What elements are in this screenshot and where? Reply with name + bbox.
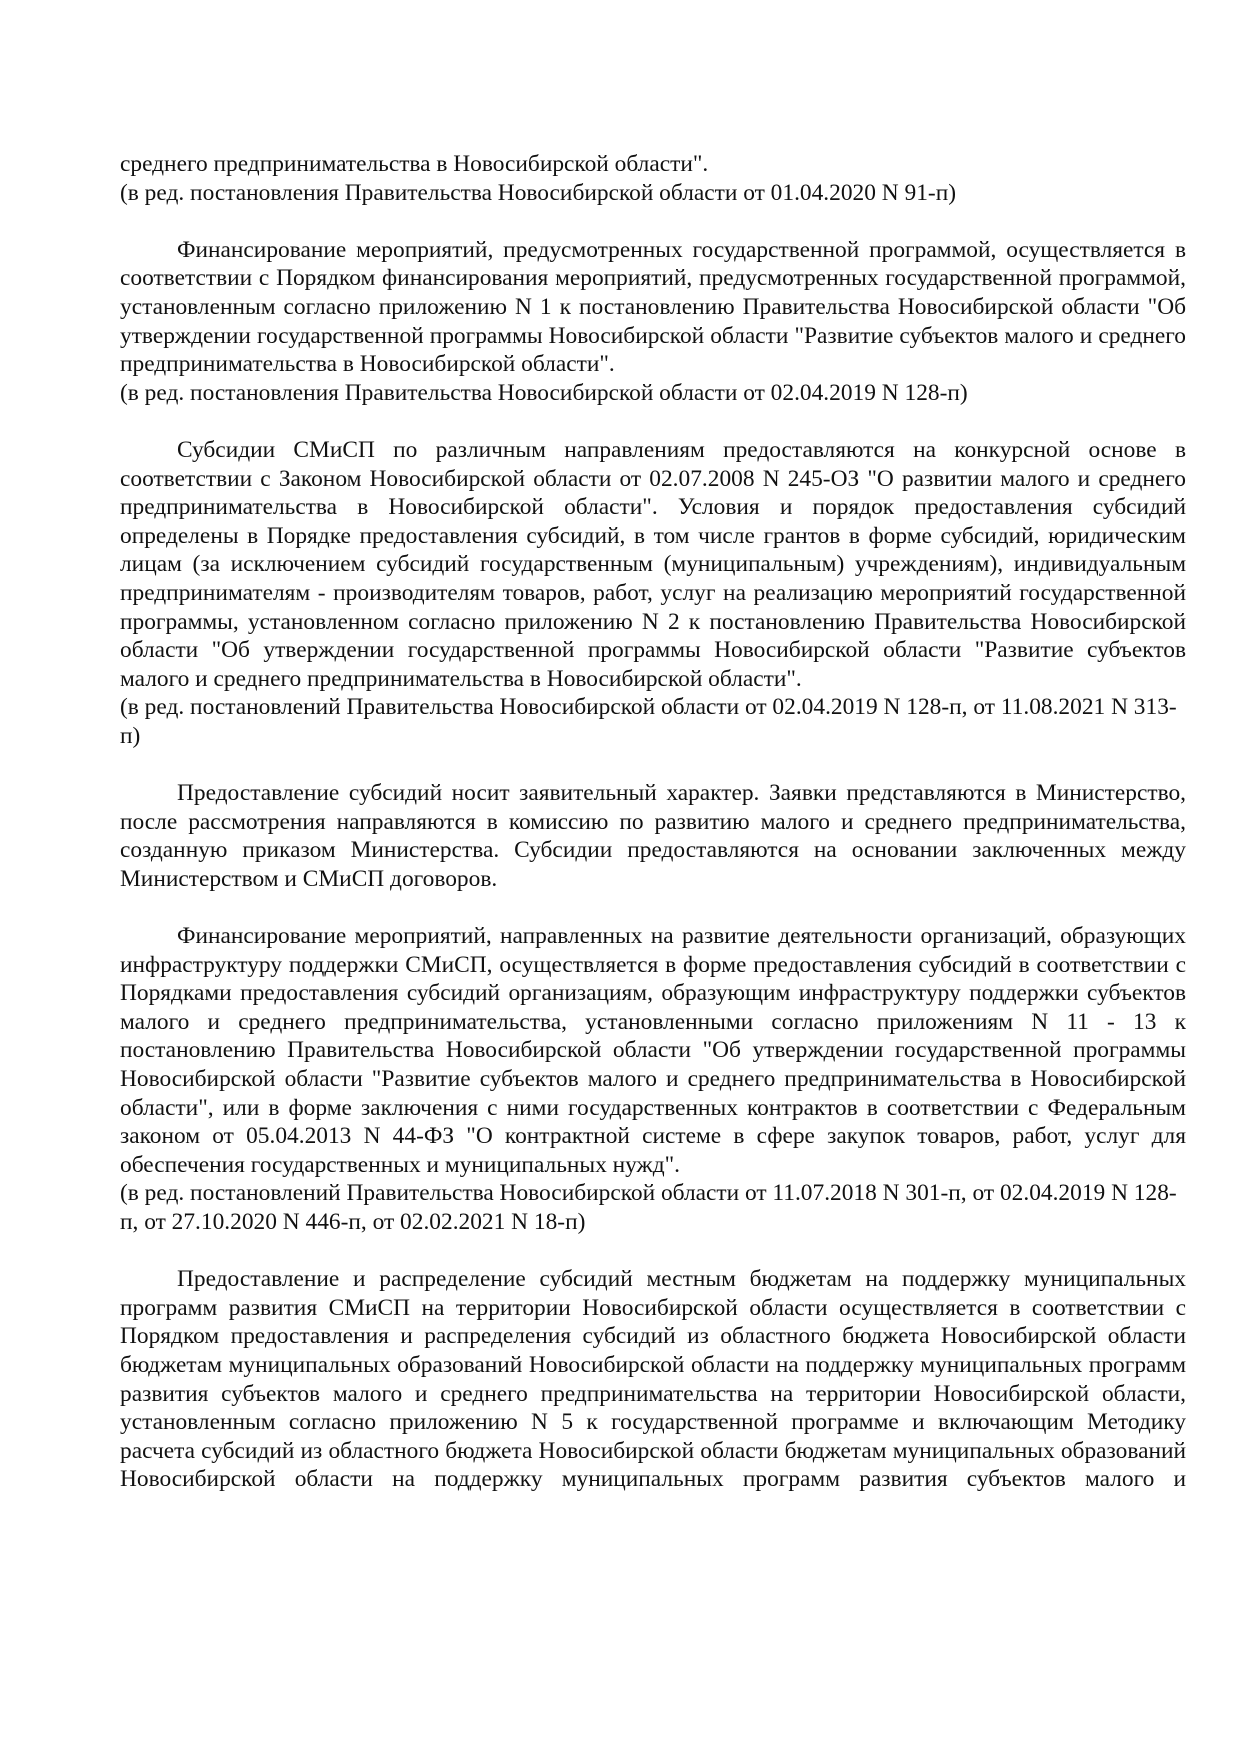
amendment-note-3: (в ред. постановлений Правительства Новосибирской области от 02.04.2019 N 128-п, от 11.08.2021 N 313-п)	[120, 694, 1177, 749]
paragraph-financing: Финансирование мероприятий, предусмотренных государственной программой, осуществляется в соответствии с Порядком финансирования мероприятий, предусмотренных государственной программой, установленным согласно приложению N 1 к постановлению Правительства Новосибирской области "Об утверждении государственной программы Новосибирской области "Развитие субъектов малого и среднего предпринимательства в Новосибирской области".	[120, 236, 1186, 378]
paragraph-gap	[120, 207, 1186, 236]
paragraph-local-budgets: Предоставление и распределение субсидий местным бюджетам на поддержку муниципальных программ развития СМиСП на территории Новосибирской области осуществляется в соответствии с Порядком предоставления и распределения субсидий из областного бюджета Новосибирской области бюджетам муниципальных образований Новосибирской области на поддержку муниципальных программ развития субъектов малого и среднего предпринимательства на территории Новосибирской области, установленным согласно приложению N 5 к государственной программе и включающим Методику расчета субсидий из областного бюджета Новосибирской области бюджетам муниципальных образований Новосибирской области на поддержку муниципальных программ развития субъектов малого и	[120, 1266, 1186, 1493]
amendment-note-4: (в ред. постановлений Правительства Новосибирской области от 11.07.2018 N 301-п, от 02.04.2019 N 128-п, от 27.10.2020 N 446-п, от 02.02.2021 N 18-п)	[120, 1180, 1177, 1235]
paragraph-gap	[120, 1237, 1186, 1266]
paragraph-gap	[120, 893, 1186, 922]
document-page	[120, 150, 1186, 1494]
amendment-note-1: (в ред. постановления Правительства Новосибирской области от 01.04.2020 N 91-п)	[120, 179, 957, 206]
paragraph-continuation: среднего предпринимательства в Новосибирской области".	[120, 151, 709, 177]
amendment-note-2: (в ред. постановления Правительства Новосибирской области от 02.04.2019 N 128-п)	[120, 379, 968, 406]
paragraph-infrastructure: Финансирование мероприятий, направленных на развитие деятельности организаций, образующих инфраструктуру поддержки СМиСП, осуществляется в форме предоставления субсидий в соответствии с Порядками предоставления субсидий организациям, образующим инфраструктуру поддержки субъектов малого и среднего предпринимательства, установленными согласно приложениям N 11 - 13 к постановлению Правительства Новосибирской области "Об утверждении государственной программы Новосибирской области "Развитие субъектов малого и среднего предпринимательства в Новосибирской области", или в форме заключения с ними государственных контрактов в соответствии с Федеральным законом от 05.04.2013 N 44-ФЗ "О контрактной системе в сфере закупок товаров, работ, услуг для обеспечения государственных и муниципальных нужд".	[120, 923, 1186, 1178]
paragraph-subsidies: Субсидии СМиСП по различным направлениям предоставляются на конкурсной основе в соответствии с Законом Новосибирской области от 02.07.2008 N 245-ОЗ "О развитии малого и среднего предпринимательства в Новосибирской области". Условия и порядок предоставления субсидий определены в Порядке предоставления субсидий, в том числе грантов в форме субсидий, юридическим лицам (за исключением субсидий государственным (муниципальным) учреждениям), индивидуальным предпринимателям - производителям товаров, работ, услуг на реализацию мероприятий государственной программы, установленном согласно приложению N 2 к постановлению Правительства Новосибирской области "Об утверждении государственной программы Новосибирской области "Развитие субъектов малого и среднего предпринимательства в Новосибирской области".	[120, 436, 1186, 692]
paragraph-gap	[120, 407, 1186, 436]
paragraph-application: Предоставление субсидий носит заявительный характер. Заявки представляются в Министерство, после рассмотрения направляются в комиссию по развитию малого и среднего предпринимательства, созданную приказом Министерства. Субсидии предоставляются на основании заключенных между Министерством и СМиСП договоров.	[120, 780, 1186, 892]
paragraph-gap	[120, 750, 1186, 779]
